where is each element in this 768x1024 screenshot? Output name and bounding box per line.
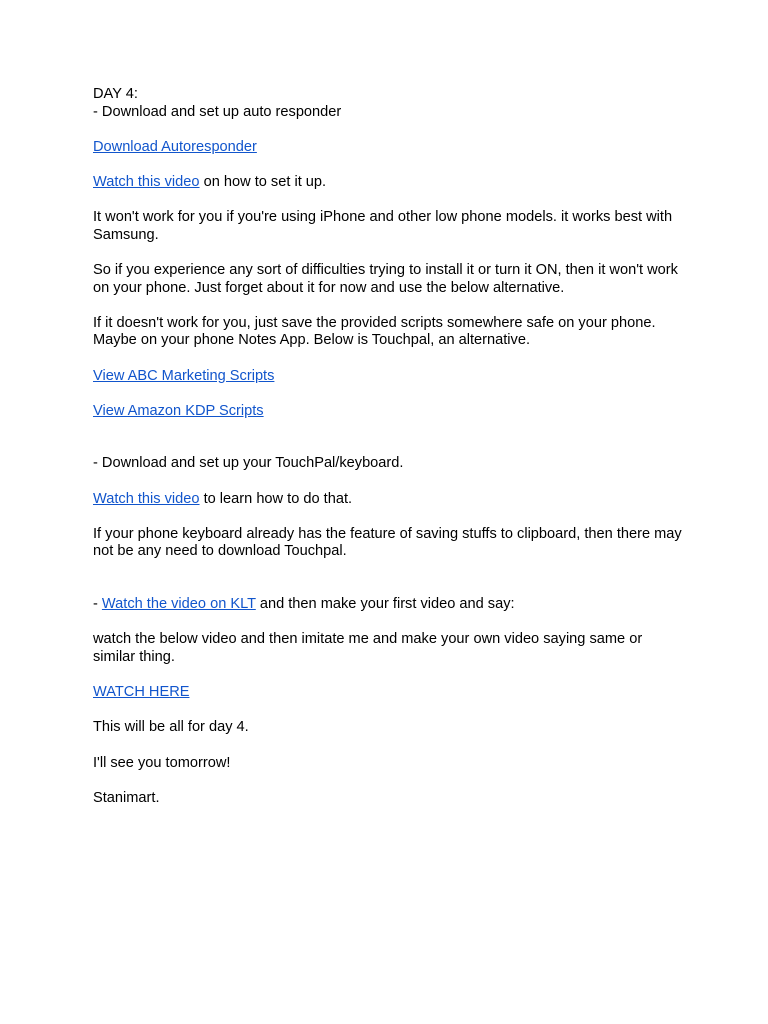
closing-line-2: I'll see you tomorrow!: [93, 754, 231, 771]
abc-marketing-scripts-link[interactable]: View ABC Marketing Scripts: [93, 367, 275, 384]
watch-touchpal-video-link[interactable]: Watch this video: [93, 490, 200, 507]
watch-touchpal-video-paragraph: [93, 491, 683, 509]
watch-setup-video-suffix: on how to set it up.: [199, 173, 327, 190]
download-autoresponder-paragraph: [93, 139, 683, 157]
save-scripts-note: If it doesn't work for you, just save the provided scripts somewhere safe on your phone. Maybe on your phone Notes App. Below is Touchpal, an alternative.: [93, 314, 656, 349]
watch-here-paragraph: [93, 684, 683, 702]
watch-here-link[interactable]: WATCH HERE: [93, 684, 190, 701]
step-klt-prefix: -: [93, 596, 102, 613]
closing-line-1: This will be all for day 4.: [93, 719, 249, 736]
watch-touchpal-video-suffix: to learn how to do that.: [199, 490, 353, 507]
download-autoresponder-link[interactable]: Download Autoresponder: [93, 138, 257, 155]
watch-setup-video-paragraph: [93, 174, 683, 192]
step-klt-suffix: and then make your first video and say:: [255, 596, 515, 613]
difficulties-note: So if you experience any sort of difficulties trying to install it or turn it ON, then it won't work on your phone. Just forget about it for now and use the below alternative.: [93, 261, 678, 296]
clipboard-note: If your phone keyboard already has the feature of saving stuffs to clipboard, then there may not be any need to download Touchpal.: [93, 525, 682, 560]
step-autoresponder: - Download and set up auto responder: [93, 103, 342, 120]
document-body: [93, 86, 683, 825]
abc-scripts-paragraph: [93, 368, 683, 386]
signature: Stanimart.: [93, 789, 160, 806]
amazon-kdp-scripts-link[interactable]: View Amazon KDP Scripts: [93, 402, 264, 419]
iphone-warning: It won't work for you if you're using iPhone and other low phone models. it works best with Samsung.: [93, 209, 673, 243]
imitate-note: watch the below video and then imitate me and make your own video saying same or similar thing.: [93, 631, 643, 665]
amazon-kdp-paragraph: [93, 403, 683, 421]
step-touchpal: - Download and set up your TouchPal/keyboard.: [93, 455, 404, 472]
day-heading: DAY 4:: [93, 86, 138, 102]
klt-video-link[interactable]: Watch the video on KLT: [101, 596, 256, 613]
step-klt-video: [93, 596, 683, 614]
watch-setup-video-link[interactable]: Watch this video: [93, 173, 200, 190]
